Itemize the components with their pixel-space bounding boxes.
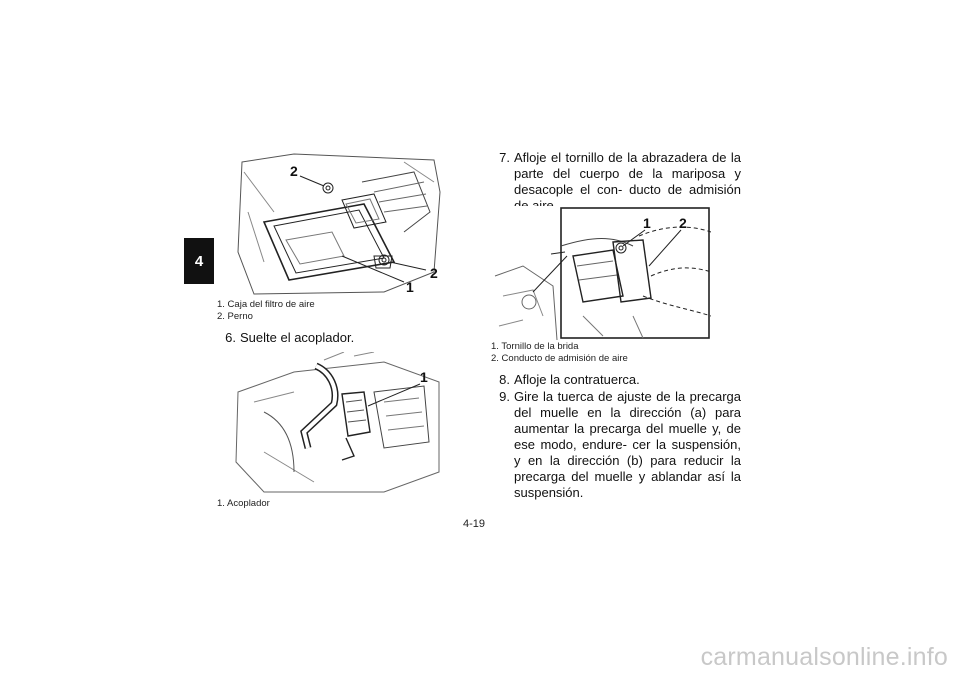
step-6	[216, 330, 456, 346]
step-9	[490, 389, 742, 500]
chapter-tab: 4	[184, 238, 214, 284]
step-7	[490, 150, 742, 200]
callout-1: 1	[406, 279, 414, 295]
caption-item: 2. Perno	[217, 311, 253, 322]
step-text: Suelte el acoplador.	[240, 330, 355, 345]
air-filter-case-illustration	[234, 152, 444, 298]
figure2-caption	[217, 498, 270, 510]
callout-2: 2	[679, 215, 687, 231]
caption-item: 2. Conducto de admisión de aire	[491, 353, 628, 364]
step-number: 8.	[499, 372, 510, 387]
callout-2-top: 2	[290, 163, 298, 179]
callout-2-right: 2	[430, 265, 438, 281]
watermark: carmanualsonline.info	[700, 643, 948, 671]
step-8	[490, 372, 742, 388]
step-text: Afloje la contratuerca.	[514, 372, 640, 387]
page-number: 4-19	[463, 518, 486, 530]
callout-1: 1	[643, 215, 651, 231]
callout-1: 1	[420, 369, 428, 385]
figure3-caption	[491, 341, 628, 365]
step-number: 9.	[499, 389, 510, 404]
coupler-illustration	[234, 352, 442, 494]
step-number: 7.	[499, 150, 510, 165]
step-text: Afloje el tornillo de la abrazadera de la parte del cuerpo de la mariposa y desacople el con- ducto de admisión	[514, 150, 741, 197]
figure1-caption	[217, 299, 315, 323]
intake-duct-illustration	[493, 206, 711, 340]
step-number: 6.	[225, 330, 236, 345]
step-text: Gire la tuerca de ajuste de la precarga del muelle en la dirección (a) para aumentar la precarga del muelle y, de ese modo, endure- cer la suspensión, y en la dirección (b) para reducir la precarga del muelle y ablandar así la suspensión.	[514, 389, 741, 500]
caption-item: 1. Tornillo de la brida	[491, 341, 579, 352]
caption-item: 1. Acoplador	[217, 498, 270, 509]
caption-item: 1. Caja del filtro de aire	[217, 299, 315, 310]
